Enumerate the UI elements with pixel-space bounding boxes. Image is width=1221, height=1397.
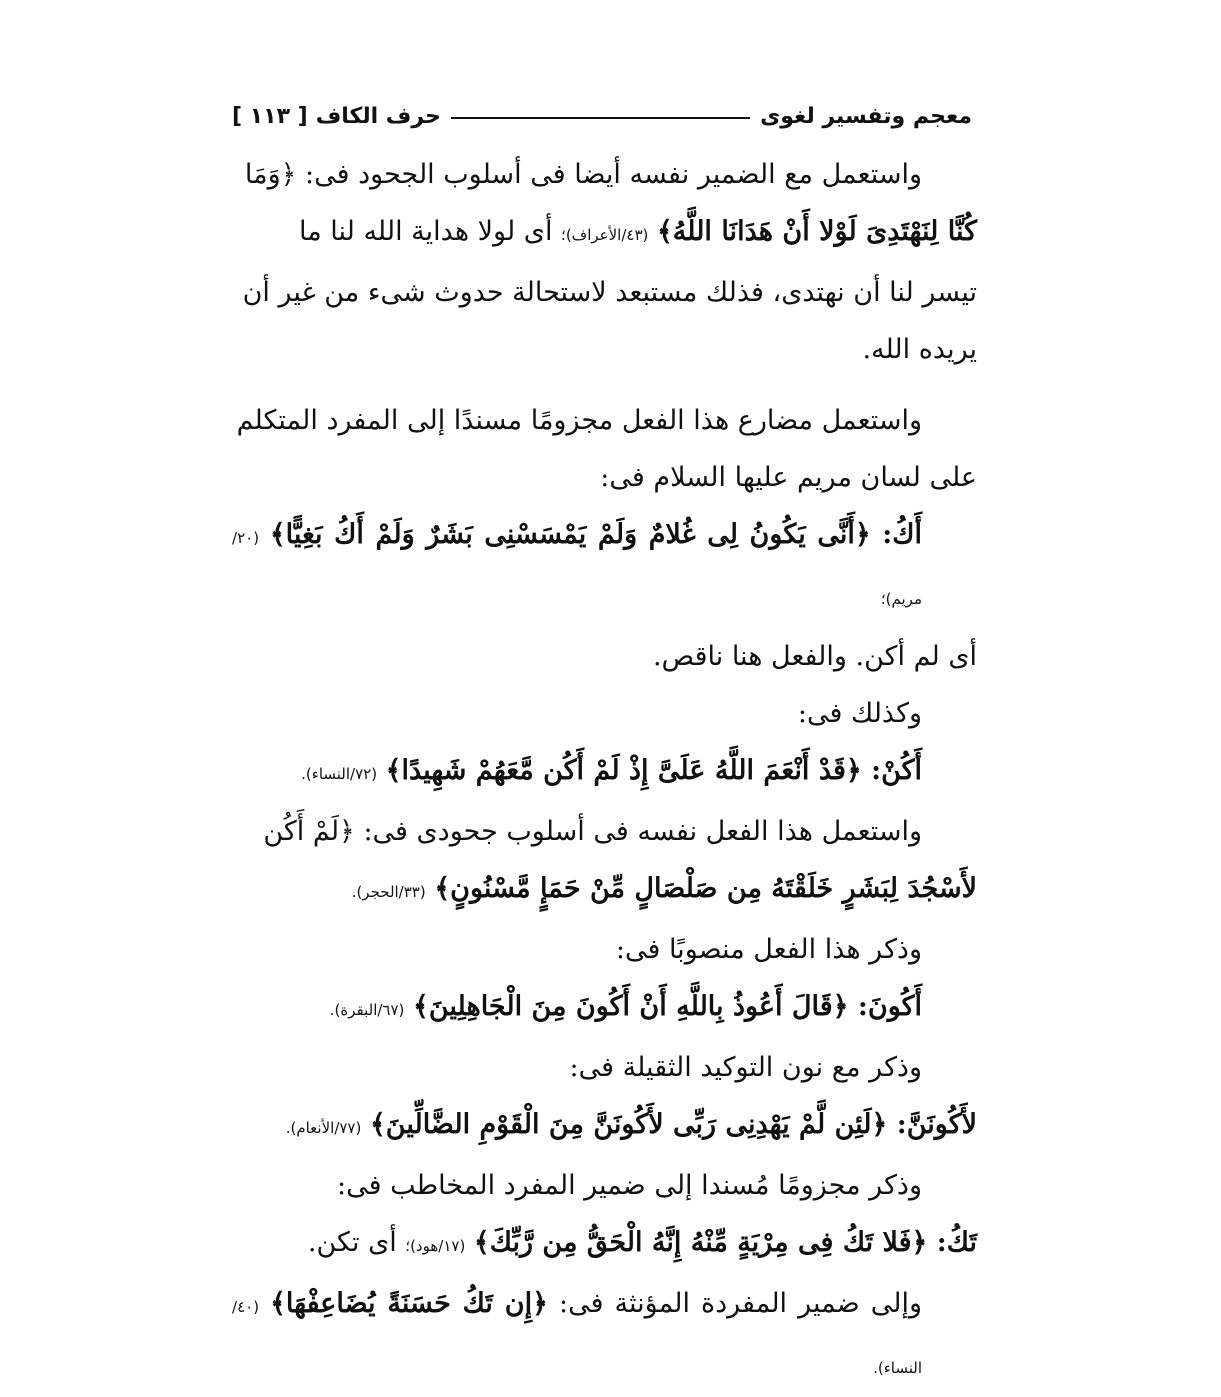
line-17: وذكر مجزومًا مُسندا إلى ضمير المفرد المخاطب فى: — [336, 1170, 922, 1201]
book-title: معجم وتفسير لغوى — [760, 103, 972, 129]
header-rule — [451, 117, 750, 119]
line-11: واستعمل هذا الفعل نفسه فى أسلوب جحودى فى: ﴿لَمْ أَكُن — [263, 816, 922, 847]
line-text: أى تكن. — [307, 1227, 397, 1258]
line-15: وذكر مع نون التوكيد الثقيلة فى: — [569, 1052, 922, 1083]
quran-verse: أَكُنْ: ﴿قَدْ أَنْعَمَ اللَّهُ عَلَىَّ إِذْ لَمْ أَكُن مَّعَهُمْ شَهِيدًا﴾ — [385, 755, 922, 786]
verse-citation: (٣٣/الحجر). — [351, 883, 426, 901]
line-13: وذكر هذا الفعل منصوبًا فى: — [615, 934, 922, 965]
line-14 — [232, 978, 977, 1039]
line-text: أى لولا هداية الله لنا ما — [298, 216, 553, 247]
verse-citation: (٧٧/الأنعام). — [285, 1119, 362, 1137]
line-text: وإلى ضمير المفردة المؤنثة فى: — [547, 1288, 922, 1319]
quran-verse: أَكُ: ﴿أَنَّى يَكُونُ لِى غُلامٌ وَلَمْ يَمْسَسْنِى بَشَرٌ وَلَمْ أَكُ بَغِيًّا﴾ — [269, 519, 922, 550]
line-3: تيسر لنا أن نهتدى، فذلك مستبعد لاستحالة حدوث شىء من غير أن — [242, 277, 977, 308]
page-body — [232, 146, 977, 1397]
verse-citation: (٤٠/النساء). — [232, 1298, 922, 1377]
line-8: أى لم أكن. والفعل هنا ناقص. — [652, 641, 977, 672]
verse-citation: (١٧/هود)؛ — [405, 1237, 466, 1255]
quran-verse: لأَكُونَنَّ: ﴿لَئِن لَّمْ يَهْدِنِى رَبِّى لأَكُونَنَّ مِنَ الْقَوْمِ الضَّالِّينَ﴾ — [369, 1109, 977, 1140]
chapter-title: حرف الكاف — [315, 103, 441, 129]
line-5: واستعمل مضارع هذا الفعل مجزومًا مسندًا إلى المفرد المتكلم — [236, 405, 922, 436]
verse-citation: (٤٣/الأعراف)؛ — [561, 226, 649, 244]
quran-verse: تَكُ: ﴿فَلا تَكُ فِى مِرْيَةٍ مِّنْهُ إِنَّهُ الْحَقُّ مِن رَّبِّكَ﴾ — [473, 1227, 977, 1258]
line-12 — [232, 860, 977, 921]
running-header — [232, 96, 972, 136]
line-10 — [232, 742, 977, 803]
line-6: على لسان مريم عليها السلام فى: — [600, 462, 977, 493]
quran-verse: ﴿إِن تَكُ حَسَنَةً يُضَاعِفْهَا﴾ — [270, 1288, 548, 1319]
line-2 — [232, 203, 977, 264]
page-number: [ ١١٣ ] — [232, 103, 308, 129]
quran-verse: أَكُونَ: ﴿قَالَ أَعُوذُ بِاللَّهِ أَنْ أَكُونَ مِنَ الْجَاهِلِينَ﴾ — [413, 991, 922, 1022]
quran-verse: كُنَّا لِنَهْتَدِىَ لَوْلا أَنْ هَدَانَا اللَّهُ﴾ — [656, 216, 977, 247]
line-1: واستعمل مع الضمير نفسه أيضا فى أسلوب الجحود فى: ﴿وَمَا — [244, 159, 922, 190]
line-9: وكذلك فى: — [797, 698, 922, 729]
quran-verse: لأَسْجُدَ لِبَشَرٍ خَلَقْتَهُ مِن صَلْصَالٍ مِّنْ حَمَإٍ مَّسْنُونٍ﴾ — [434, 873, 977, 904]
line-18 — [232, 1214, 977, 1275]
line-19 — [232, 1275, 977, 1397]
line-16 — [232, 1096, 977, 1157]
line-7 — [232, 506, 977, 628]
verse-citation: (٧٢/النساء). — [301, 765, 378, 783]
verse-citation: (٦٧/البقرة). — [329, 1001, 405, 1019]
verse-citation: (٢٠/مريم)؛ — [232, 529, 922, 608]
line-4: يريده الله. — [862, 334, 977, 365]
